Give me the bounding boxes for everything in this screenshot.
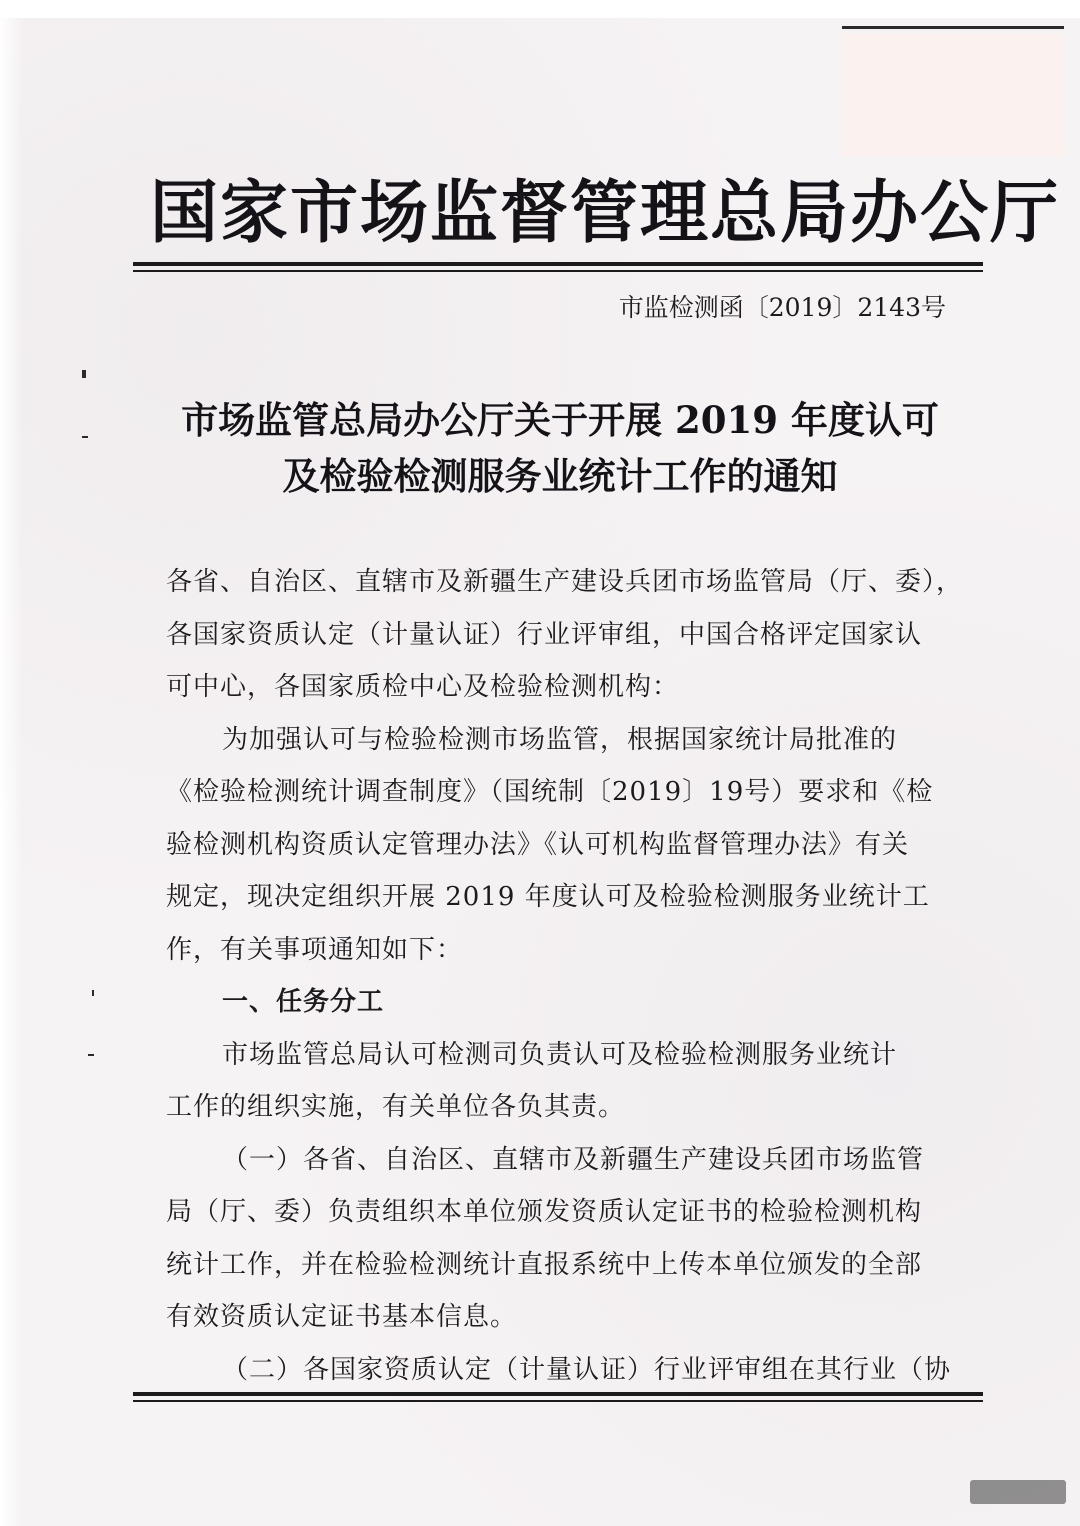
body-line: 各省、自治区、直辖市及新疆生产建设兵团市场监管局（厅、委），: [166, 567, 964, 597]
notice-body: [166, 556, 964, 1396]
binding-mark: [82, 436, 88, 438]
corner-blank-stamp-area: [842, 34, 1064, 156]
body-line: 统计工作，并在检验检测统计直报系统中上传本单位颁发的全部: [166, 1249, 923, 1280]
body-line: 作，有关事项通知如下：: [166, 934, 464, 965]
letterhead-rule-thin: [133, 270, 983, 272]
notice-title-line-2: 及检验检测服务业统计工作的通知: [282, 454, 838, 498]
body-line: 可中心，各国家质检中心及检验检测机构：: [166, 672, 680, 702]
body-line: 有效资质认定证书基本信息。: [166, 1302, 518, 1332]
body-line: 《检验检测统计调查制度》（国统制〔2019〕19号）要求和《检: [166, 777, 934, 807]
notice-title: [150, 392, 970, 504]
body-line: 规定，现决定组织开展 2019 年度认可及检验检测服务业统计工: [166, 882, 930, 912]
scan-edge-left: [0, 0, 22, 1526]
footer-rule-thin: [133, 1400, 983, 1402]
letterhead-agency-name: 国家市场监督管理总局办公厅: [150, 173, 1061, 253]
body-line: 工作的组织实施，有关单位各负其责。: [166, 1092, 626, 1122]
body-line: 验检测机构资质认定管理办法》《认可机构监督管理办法》有关: [166, 829, 910, 860]
body-line: （一）各省、自治区、直辖市及新疆生产建设兵团市场监管: [222, 1144, 925, 1175]
binding-mark: [82, 370, 86, 378]
document-number: 市监检测函〔2019〕2143号: [618, 293, 946, 322]
letterhead-rule-thick: [133, 262, 983, 266]
watermark-badge: [970, 1480, 1066, 1504]
notice-title-line-1: 市场监管总局办公厅关于开展 2019 年度认可: [181, 398, 939, 442]
body-line: 各国家资质认定（计量认证）行业评审组，中国合格评定国家认: [166, 619, 923, 650]
body-line: 为加强认可与检验检测市场监管，根据国家统计局批准的: [222, 724, 898, 755]
footer-rule-thick: [133, 1392, 983, 1396]
binding-mark: [92, 990, 94, 996]
corner-rule: [842, 26, 1064, 29]
body-line: （二）各国家资质认定（计量认证）行业评审组在其行业（协: [222, 1354, 952, 1385]
section-heading: 一、任务分工: [222, 987, 385, 1017]
scan-edge-top: [0, 0, 1080, 18]
body-line: 局（厅、委）负责组织本单位颁发资质认定证书的检验检测机构: [166, 1197, 923, 1227]
body-line: 市场监管总局认可检测司负责认可及检验检测服务业统计: [222, 1039, 898, 1070]
binding-mark: [88, 1054, 94, 1056]
